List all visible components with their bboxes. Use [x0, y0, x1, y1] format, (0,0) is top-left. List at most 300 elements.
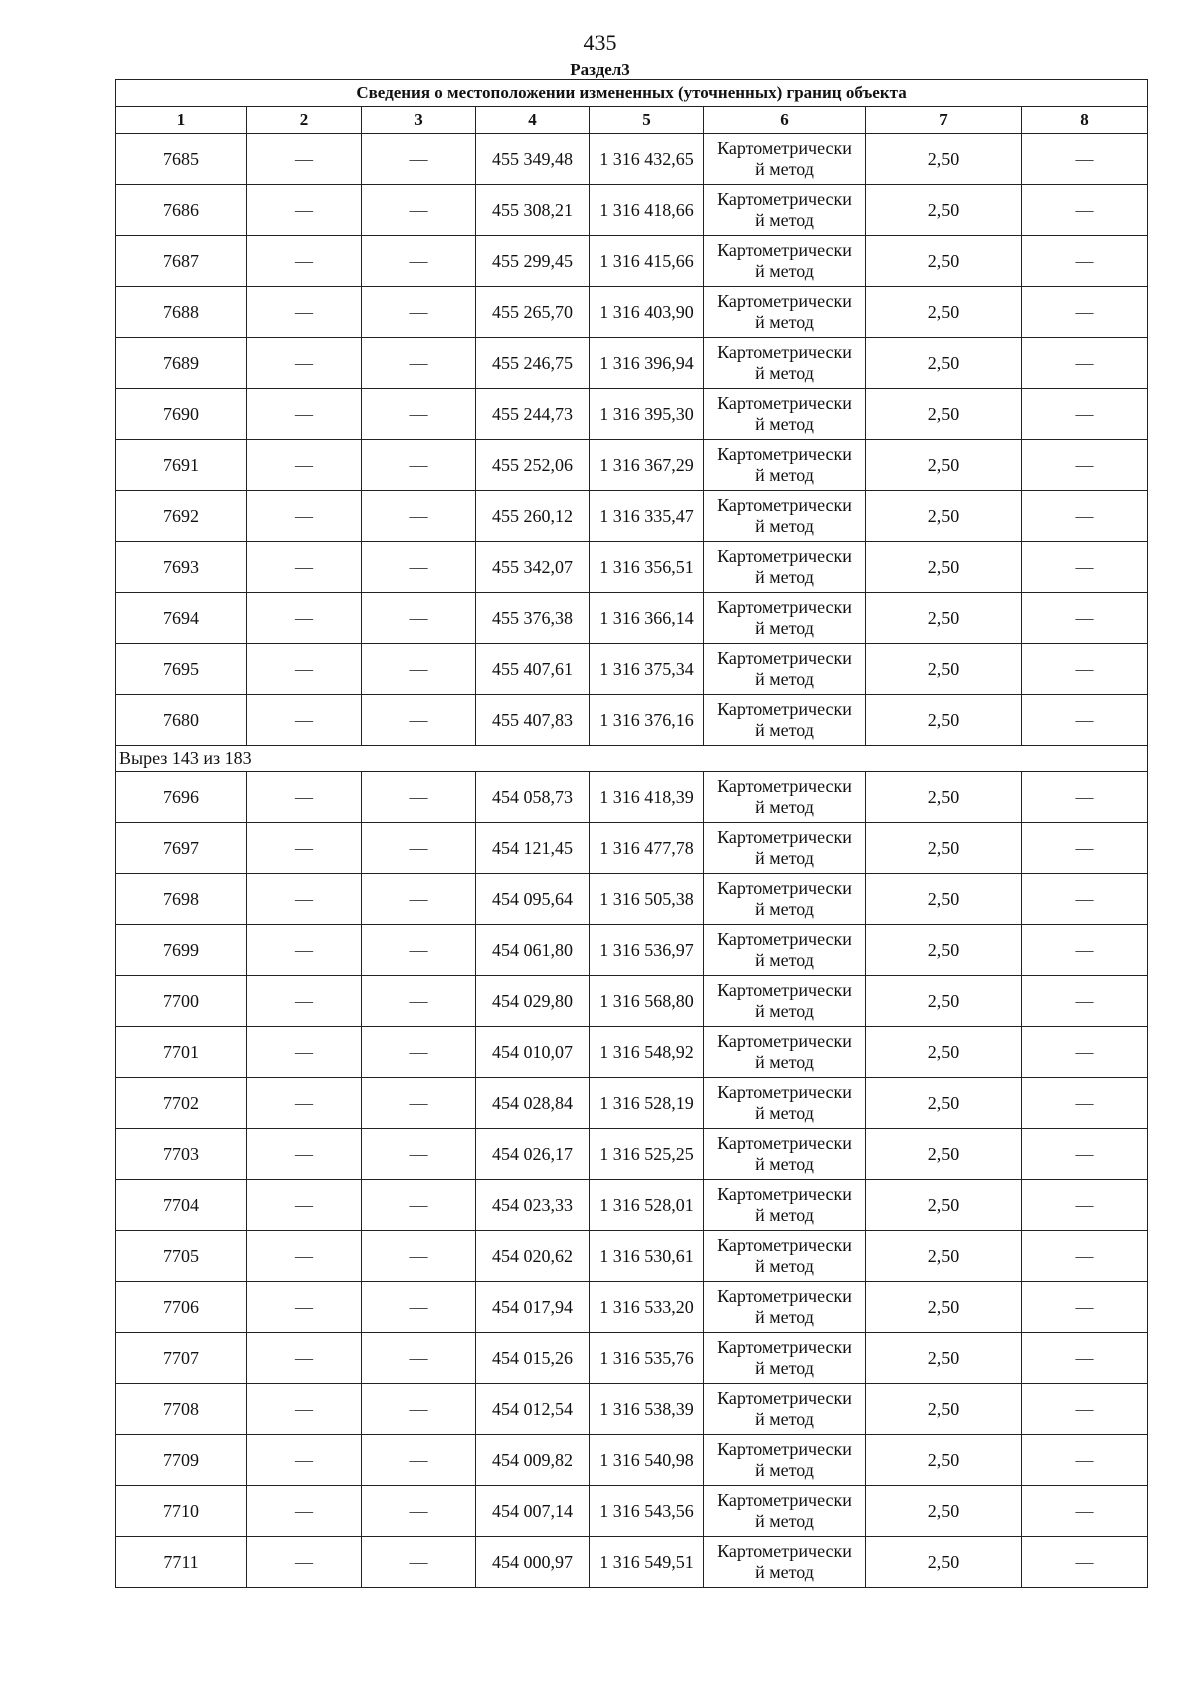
- column-8-cell: —: [1022, 1027, 1148, 1078]
- method-cell: [704, 1231, 866, 1282]
- column-3-cell: —: [362, 925, 476, 976]
- x-coordinate-cell: 454 007,14: [476, 1486, 590, 1537]
- column-8-cell: —: [1022, 491, 1148, 542]
- table-row: [116, 1486, 1148, 1537]
- x-coordinate-cell: 454 026,17: [476, 1129, 590, 1180]
- column-header: 5: [590, 107, 704, 134]
- point-number-cell: 7705: [116, 1231, 247, 1282]
- column-2-cell: —: [247, 287, 362, 338]
- column-8-cell: —: [1022, 1384, 1148, 1435]
- method-line-1: Картометрически: [717, 929, 852, 949]
- x-coordinate-cell: 454 061,80: [476, 925, 590, 976]
- method-cell: [704, 1129, 866, 1180]
- table-row: [116, 542, 1148, 593]
- x-coordinate-cell: 455 246,75: [476, 338, 590, 389]
- method-line-2: й метод: [755, 1154, 814, 1174]
- method-line-2: й метод: [755, 210, 814, 230]
- column-2-cell: —: [247, 1129, 362, 1180]
- column-3-cell: —: [362, 644, 476, 695]
- column-8-cell: —: [1022, 1537, 1148, 1588]
- coordinates-table: [115, 79, 1148, 1588]
- point-number-cell: 7693: [116, 542, 247, 593]
- table-row: [116, 185, 1148, 236]
- table-row: [116, 1333, 1148, 1384]
- table-row: [116, 134, 1148, 185]
- table-caption: Сведения о местоположении измененных (уточненных) границ объекта: [116, 80, 1148, 107]
- method-line-1: Картометрически: [717, 546, 852, 566]
- x-coordinate-cell: 455 252,06: [476, 440, 590, 491]
- x-coordinate-cell: 454 015,26: [476, 1333, 590, 1384]
- point-number-cell: 7711: [116, 1537, 247, 1588]
- accuracy-cell: 2,50: [866, 185, 1022, 236]
- separator-row: [116, 746, 1148, 772]
- accuracy-cell: 2,50: [866, 236, 1022, 287]
- column-2-cell: —: [247, 593, 362, 644]
- column-3-cell: —: [362, 772, 476, 823]
- x-coordinate-cell: 455 376,38: [476, 593, 590, 644]
- column-2-cell: —: [247, 772, 362, 823]
- method-line-2: й метод: [755, 1358, 814, 1378]
- x-coordinate-cell: 455 260,12: [476, 491, 590, 542]
- method-line-1: Картометрически: [717, 240, 852, 260]
- column-3-cell: —: [362, 491, 476, 542]
- y-coordinate-cell: 1 316 540,98: [590, 1435, 704, 1486]
- y-coordinate-cell: 1 316 418,39: [590, 772, 704, 823]
- point-number-cell: 7685: [116, 134, 247, 185]
- accuracy-cell: 2,50: [866, 823, 1022, 874]
- column-3-cell: —: [362, 440, 476, 491]
- accuracy-cell: 2,50: [866, 925, 1022, 976]
- accuracy-cell: 2,50: [866, 1129, 1022, 1180]
- column-2-cell: —: [247, 1282, 362, 1333]
- x-coordinate-cell: 455 349,48: [476, 134, 590, 185]
- table-row: [116, 1537, 1148, 1588]
- column-3-cell: —: [362, 134, 476, 185]
- method-line-2: й метод: [755, 1256, 814, 1276]
- table-row: [116, 772, 1148, 823]
- table-row: [116, 440, 1148, 491]
- column-header: 3: [362, 107, 476, 134]
- method-line-1: Картометрически: [717, 1490, 852, 1510]
- method-cell: [704, 1282, 866, 1333]
- column-2-cell: —: [247, 1333, 362, 1384]
- y-coordinate-cell: 1 316 418,66: [590, 185, 704, 236]
- method-line-1: Картометрически: [717, 189, 852, 209]
- table-row: [116, 389, 1148, 440]
- method-line-1: Картометрически: [717, 597, 852, 617]
- column-2-cell: —: [247, 925, 362, 976]
- x-coordinate-cell: 455 342,07: [476, 542, 590, 593]
- y-coordinate-cell: 1 316 415,66: [590, 236, 704, 287]
- accuracy-cell: 2,50: [866, 440, 1022, 491]
- x-coordinate-cell: 454 023,33: [476, 1180, 590, 1231]
- table-row: [116, 1078, 1148, 1129]
- x-coordinate-cell: 455 265,70: [476, 287, 590, 338]
- accuracy-cell: 2,50: [866, 593, 1022, 644]
- method-cell: [704, 695, 866, 746]
- x-coordinate-cell: 454 095,64: [476, 874, 590, 925]
- column-8-cell: —: [1022, 925, 1148, 976]
- column-2-cell: —: [247, 236, 362, 287]
- method-line-2: й метод: [755, 1052, 814, 1072]
- method-line-1: Картометрически: [717, 495, 852, 515]
- x-coordinate-cell: 455 407,61: [476, 644, 590, 695]
- column-header: 4: [476, 107, 590, 134]
- point-number-cell: 7686: [116, 185, 247, 236]
- method-line-2: й метод: [755, 261, 814, 281]
- column-3-cell: —: [362, 236, 476, 287]
- table-row: [116, 874, 1148, 925]
- column-3-cell: —: [362, 389, 476, 440]
- column-2-cell: —: [247, 1078, 362, 1129]
- y-coordinate-cell: 1 316 505,38: [590, 874, 704, 925]
- accuracy-cell: 2,50: [866, 1282, 1022, 1333]
- method-line-1: Картометрически: [717, 1082, 852, 1102]
- method-cell: [704, 134, 866, 185]
- column-2-cell: —: [247, 823, 362, 874]
- column-3-cell: —: [362, 1537, 476, 1588]
- x-coordinate-cell: 454 010,07: [476, 1027, 590, 1078]
- column-2-cell: —: [247, 1537, 362, 1588]
- accuracy-cell: 2,50: [866, 1435, 1022, 1486]
- point-number-cell: 7703: [116, 1129, 247, 1180]
- method-cell: [704, 1027, 866, 1078]
- accuracy-cell: 2,50: [866, 1180, 1022, 1231]
- method-line-2: й метод: [755, 1307, 814, 1327]
- point-number-cell: 7695: [116, 644, 247, 695]
- method-cell: [704, 976, 866, 1027]
- y-coordinate-cell: 1 316 530,61: [590, 1231, 704, 1282]
- method-cell: [704, 236, 866, 287]
- method-line-2: й метод: [755, 312, 814, 332]
- accuracy-cell: 2,50: [866, 695, 1022, 746]
- point-number-cell: 7706: [116, 1282, 247, 1333]
- column-8-cell: —: [1022, 874, 1148, 925]
- column-2-cell: —: [247, 1231, 362, 1282]
- x-coordinate-cell: 454 121,45: [476, 823, 590, 874]
- x-coordinate-cell: 454 000,97: [476, 1537, 590, 1588]
- point-number-cell: 7698: [116, 874, 247, 925]
- y-coordinate-cell: 1 316 536,97: [590, 925, 704, 976]
- y-coordinate-cell: 1 316 535,76: [590, 1333, 704, 1384]
- section-title: Раздел3: [570, 60, 630, 79]
- column-3-cell: —: [362, 1435, 476, 1486]
- method-line-2: й метод: [755, 1205, 814, 1225]
- y-coordinate-cell: 1 316 528,19: [590, 1078, 704, 1129]
- y-coordinate-cell: 1 316 549,51: [590, 1537, 704, 1588]
- x-coordinate-cell: 455 299,45: [476, 236, 590, 287]
- y-coordinate-cell: 1 316 543,56: [590, 1486, 704, 1537]
- column-2-cell: —: [247, 338, 362, 389]
- accuracy-cell: 2,50: [866, 1078, 1022, 1129]
- column-header: 2: [247, 107, 362, 134]
- method-line-2: й метод: [755, 1103, 814, 1123]
- point-number-cell: 7704: [116, 1180, 247, 1231]
- method-line-1: Картометрически: [717, 1337, 852, 1357]
- column-2-cell: —: [247, 185, 362, 236]
- column-8-cell: —: [1022, 823, 1148, 874]
- method-line-1: Картометрически: [717, 980, 852, 1000]
- method-line-2: й метод: [755, 1460, 814, 1480]
- point-number-cell: 7687: [116, 236, 247, 287]
- accuracy-cell: 2,50: [866, 389, 1022, 440]
- column-8-cell: —: [1022, 1486, 1148, 1537]
- point-number-cell: 7707: [116, 1333, 247, 1384]
- method-cell: [704, 338, 866, 389]
- x-coordinate-cell: 455 244,73: [476, 389, 590, 440]
- x-coordinate-cell: 454 012,54: [476, 1384, 590, 1435]
- point-number-cell: 7697: [116, 823, 247, 874]
- method-line-2: й метод: [755, 465, 814, 485]
- point-number-cell: 7689: [116, 338, 247, 389]
- method-line-1: Картометрически: [717, 1541, 852, 1561]
- point-number-cell: 7702: [116, 1078, 247, 1129]
- method-cell: [704, 1384, 866, 1435]
- column-3-cell: —: [362, 1078, 476, 1129]
- method-line-1: Картометрически: [717, 699, 852, 719]
- method-cell: [704, 823, 866, 874]
- column-8-cell: —: [1022, 1180, 1148, 1231]
- y-coordinate-cell: 1 316 367,29: [590, 440, 704, 491]
- y-coordinate-cell: 1 316 375,34: [590, 644, 704, 695]
- method-line-1: Картометрически: [717, 1133, 852, 1153]
- column-2-cell: —: [247, 1486, 362, 1537]
- method-line-2: й метод: [755, 159, 814, 179]
- accuracy-cell: 2,50: [866, 134, 1022, 185]
- column-3-cell: —: [362, 695, 476, 746]
- column-8-cell: —: [1022, 1078, 1148, 1129]
- table-row: [116, 823, 1148, 874]
- x-coordinate-cell: 454 009,82: [476, 1435, 590, 1486]
- table-caption-row: [116, 80, 1148, 107]
- method-cell: [704, 1537, 866, 1588]
- table-row: [116, 491, 1148, 542]
- y-coordinate-cell: 1 316 366,14: [590, 593, 704, 644]
- method-line-2: й метод: [755, 950, 814, 970]
- y-coordinate-cell: 1 316 533,20: [590, 1282, 704, 1333]
- method-cell: [704, 389, 866, 440]
- accuracy-cell: 2,50: [866, 772, 1022, 823]
- method-line-1: Картометрически: [717, 342, 852, 362]
- point-number-cell: 7688: [116, 287, 247, 338]
- column-8-cell: —: [1022, 236, 1148, 287]
- method-cell: [704, 1333, 866, 1384]
- method-cell: [704, 440, 866, 491]
- method-line-1: Картометрически: [717, 827, 852, 847]
- table-row: [116, 1180, 1148, 1231]
- y-coordinate-cell: 1 316 396,94: [590, 338, 704, 389]
- y-coordinate-cell: 1 316 376,16: [590, 695, 704, 746]
- column-3-cell: —: [362, 287, 476, 338]
- table-row: [116, 1384, 1148, 1435]
- y-coordinate-cell: 1 316 432,65: [590, 134, 704, 185]
- column-3-cell: —: [362, 185, 476, 236]
- column-3-cell: —: [362, 976, 476, 1027]
- method-cell: [704, 925, 866, 976]
- column-3-cell: —: [362, 1282, 476, 1333]
- method-cell: [704, 287, 866, 338]
- column-header: 1: [116, 107, 247, 134]
- column-8-cell: —: [1022, 389, 1148, 440]
- column-3-cell: —: [362, 1027, 476, 1078]
- x-coordinate-cell: 454 058,73: [476, 772, 590, 823]
- y-coordinate-cell: 1 316 335,47: [590, 491, 704, 542]
- accuracy-cell: 2,50: [866, 542, 1022, 593]
- column-3-cell: —: [362, 542, 476, 593]
- y-coordinate-cell: 1 316 568,80: [590, 976, 704, 1027]
- point-number-cell: 7699: [116, 925, 247, 976]
- table-row: [116, 287, 1148, 338]
- column-2-cell: —: [247, 1384, 362, 1435]
- method-line-1: Картометрически: [717, 1184, 852, 1204]
- table-row: [116, 644, 1148, 695]
- y-coordinate-cell: 1 316 477,78: [590, 823, 704, 874]
- method-line-2: й метод: [755, 1001, 814, 1021]
- point-number-cell: 7692: [116, 491, 247, 542]
- column-8-cell: —: [1022, 976, 1148, 1027]
- table-row: [116, 925, 1148, 976]
- column-2-cell: —: [247, 491, 362, 542]
- column-3-cell: —: [362, 338, 476, 389]
- point-number-cell: 7701: [116, 1027, 247, 1078]
- column-header: 6: [704, 107, 866, 134]
- column-8-cell: —: [1022, 542, 1148, 593]
- column-3-cell: —: [362, 1384, 476, 1435]
- column-8-cell: —: [1022, 1435, 1148, 1486]
- y-coordinate-cell: 1 316 395,30: [590, 389, 704, 440]
- method-cell: [704, 1180, 866, 1231]
- method-line-1: Картометрически: [717, 648, 852, 668]
- method-line-2: й метод: [755, 516, 814, 536]
- y-coordinate-cell: 1 316 538,39: [590, 1384, 704, 1435]
- column-2-cell: —: [247, 976, 362, 1027]
- point-number-cell: 7680: [116, 695, 247, 746]
- table-row: [116, 1282, 1148, 1333]
- column-2-cell: —: [247, 695, 362, 746]
- table-row: [116, 1231, 1148, 1282]
- point-number-cell: 7700: [116, 976, 247, 1027]
- accuracy-cell: 2,50: [866, 644, 1022, 695]
- column-8-cell: —: [1022, 134, 1148, 185]
- point-number-cell: 7696: [116, 772, 247, 823]
- table-row: [116, 695, 1148, 746]
- method-line-1: Картометрически: [717, 1439, 852, 1459]
- y-coordinate-cell: 1 316 548,92: [590, 1027, 704, 1078]
- method-cell: [704, 874, 866, 925]
- method-line-2: й метод: [755, 899, 814, 919]
- accuracy-cell: 2,50: [866, 287, 1022, 338]
- method-line-2: й метод: [755, 363, 814, 383]
- method-line-2: й метод: [755, 848, 814, 868]
- point-number-cell: 7710: [116, 1486, 247, 1537]
- method-line-1: Картометрически: [717, 393, 852, 413]
- x-coordinate-cell: 454 017,94: [476, 1282, 590, 1333]
- x-coordinate-cell: 454 020,62: [476, 1231, 590, 1282]
- method-line-1: Картометрически: [717, 776, 852, 796]
- column-8-cell: —: [1022, 644, 1148, 695]
- y-coordinate-cell: 1 316 525,25: [590, 1129, 704, 1180]
- column-2-cell: —: [247, 389, 362, 440]
- x-coordinate-cell: 455 308,21: [476, 185, 590, 236]
- method-cell: [704, 491, 866, 542]
- column-2-cell: —: [247, 542, 362, 593]
- method-cell: [704, 1435, 866, 1486]
- table-row: [116, 976, 1148, 1027]
- column-8-cell: —: [1022, 695, 1148, 746]
- page-number: 435: [583, 30, 617, 55]
- x-coordinate-cell: 454 028,84: [476, 1078, 590, 1129]
- method-line-2: й метод: [755, 1562, 814, 1582]
- point-number-cell: 7691: [116, 440, 247, 491]
- column-2-cell: —: [247, 874, 362, 925]
- method-line-1: Картометрически: [717, 1235, 852, 1255]
- method-line-1: Картометрически: [717, 1286, 852, 1306]
- method-cell: [704, 185, 866, 236]
- column-2-cell: —: [247, 1180, 362, 1231]
- column-2-cell: —: [247, 134, 362, 185]
- column-3-cell: —: [362, 874, 476, 925]
- point-number-cell: 7694: [116, 593, 247, 644]
- column-3-cell: —: [362, 1333, 476, 1384]
- column-2-cell: —: [247, 1027, 362, 1078]
- method-cell: [704, 772, 866, 823]
- column-number-row: [116, 107, 1148, 134]
- column-8-cell: —: [1022, 1129, 1148, 1180]
- column-8-cell: —: [1022, 1231, 1148, 1282]
- separator-label: Вырез 143 из 183: [116, 746, 1148, 772]
- accuracy-cell: 2,50: [866, 976, 1022, 1027]
- accuracy-cell: 2,50: [866, 1384, 1022, 1435]
- accuracy-cell: 2,50: [866, 1027, 1022, 1078]
- accuracy-cell: 2,50: [866, 1486, 1022, 1537]
- column-3-cell: —: [362, 1486, 476, 1537]
- method-cell: [704, 593, 866, 644]
- accuracy-cell: 2,50: [866, 491, 1022, 542]
- column-8-cell: —: [1022, 1333, 1148, 1384]
- column-8-cell: —: [1022, 772, 1148, 823]
- column-8-cell: —: [1022, 440, 1148, 491]
- y-coordinate-cell: 1 316 356,51: [590, 542, 704, 593]
- y-coordinate-cell: 1 316 403,90: [590, 287, 704, 338]
- method-line-2: й метод: [755, 618, 814, 638]
- column-3-cell: —: [362, 1129, 476, 1180]
- method-line-2: й метод: [755, 669, 814, 689]
- method-line-1: Картометрически: [717, 291, 852, 311]
- method-line-1: Картометрически: [717, 444, 852, 464]
- table-row: [116, 338, 1148, 389]
- accuracy-cell: 2,50: [866, 1537, 1022, 1588]
- column-header: 7: [866, 107, 1022, 134]
- x-coordinate-cell: 455 407,83: [476, 695, 590, 746]
- method-line-1: Картометрически: [717, 1388, 852, 1408]
- column-2-cell: —: [247, 1435, 362, 1486]
- method-cell: [704, 1486, 866, 1537]
- column-8-cell: —: [1022, 185, 1148, 236]
- accuracy-cell: 2,50: [866, 874, 1022, 925]
- accuracy-cell: 2,50: [866, 338, 1022, 389]
- column-3-cell: —: [362, 593, 476, 644]
- method-cell: [704, 644, 866, 695]
- column-3-cell: —: [362, 823, 476, 874]
- column-8-cell: —: [1022, 593, 1148, 644]
- column-header: 8: [1022, 107, 1148, 134]
- table-row: [116, 1129, 1148, 1180]
- column-2-cell: —: [247, 440, 362, 491]
- table-row: [116, 236, 1148, 287]
- method-line-2: й метод: [755, 1409, 814, 1429]
- method-line-1: Картометрически: [717, 1031, 852, 1051]
- x-coordinate-cell: 454 029,80: [476, 976, 590, 1027]
